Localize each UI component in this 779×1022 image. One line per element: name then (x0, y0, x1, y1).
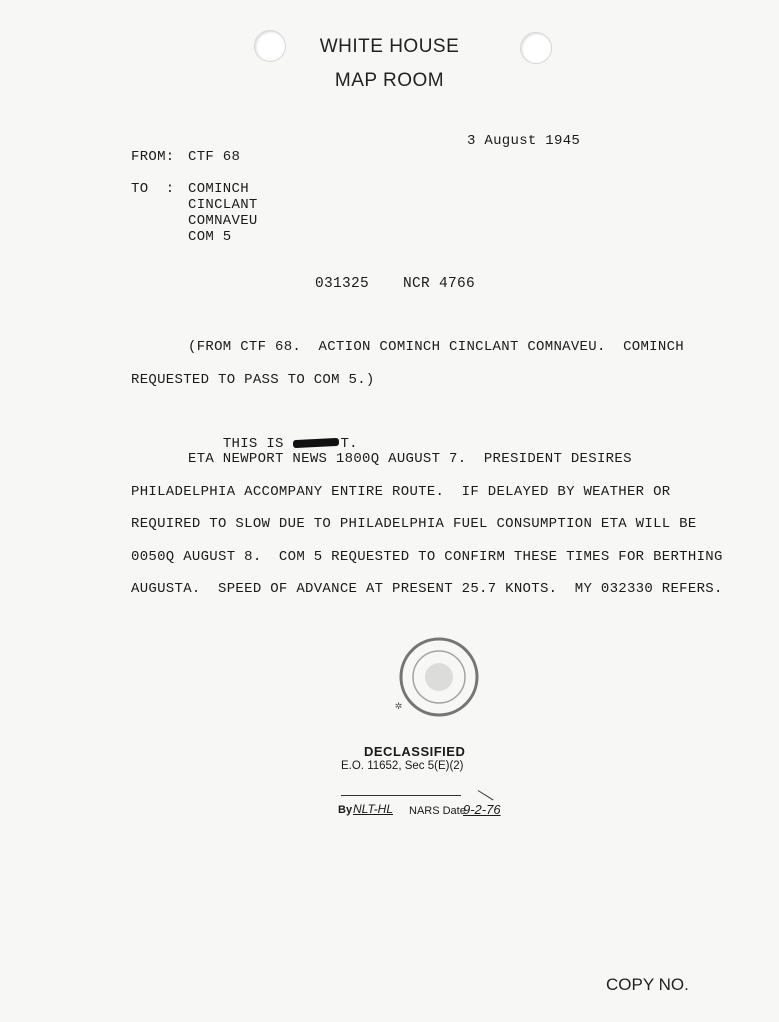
to-recipient: CINCLANT (188, 197, 258, 213)
body-line: REQUESTED TO PASS TO COM 5.) (131, 372, 375, 388)
classification-suffix: T. (340, 436, 358, 452)
document-date: 3 August 1945 (467, 133, 581, 149)
declassified-by-value: NLT-HL (353, 802, 394, 816)
from-value: CTF 68 (188, 149, 241, 165)
header-white-house: WHITE HOUSE (319, 36, 460, 57)
body-line: ETA NEWPORT NEWS 1800Q AUGUST 7. PRESIDENT DESIRES (188, 451, 632, 467)
to-recipient: COMNAVEU (188, 213, 258, 229)
to-recipient: COM 5 (188, 229, 232, 245)
declassified-nars-label: NARS Date (409, 805, 466, 817)
declassified-date: 9-2-76 (463, 802, 501, 817)
declassified-title: DECLASSIFIED (364, 744, 466, 759)
archives-seal-stamp (398, 636, 480, 718)
message-dtg: 031325 (315, 276, 370, 292)
classification-prefix: THIS IS (222, 436, 293, 452)
body-line: 0050Q AUGUST 8. COM 5 REQUESTED TO CONFIRM THESE TIMES FOR BERTHING (131, 549, 723, 565)
stamp-mark-icon: ✲ (395, 699, 403, 713)
body-line: AUGUSTA. SPEED OF ADVANCE AT PRESENT 25.7 KNOTS. MY 032330 REFERS. (131, 581, 723, 597)
redaction-mark (293, 438, 339, 448)
declassified-rule (341, 795, 461, 796)
header-map-room: MAP ROOM (334, 70, 445, 91)
declassified-by-label: By (338, 804, 353, 816)
declassified-authority: E.O. 11652, Sec 5(E)(2) (341, 760, 464, 772)
message-ncr: NCR 4766 (403, 276, 476, 292)
to-recipient: COMINCH (188, 181, 249, 197)
body-line: PHILADELPHIA ACCOMPANY ENTIRE ROUTE. IF DELAYED BY WEATHER OR (131, 484, 671, 500)
body-line: REQUIRED TO SLOW DUE TO PHILADELPHIA FUEL CONSUMPTION ETA WILL BE (131, 516, 697, 532)
to-label: TO : (131, 181, 175, 197)
declassified-rule-tick (478, 790, 494, 800)
copy-number-label: COPY NO. (606, 975, 689, 994)
from-label: FROM: (131, 149, 175, 165)
body-line: (FROM CTF 68. ACTION COMINCH CINCLANT COMNAVEU. COMINCH (188, 339, 684, 355)
